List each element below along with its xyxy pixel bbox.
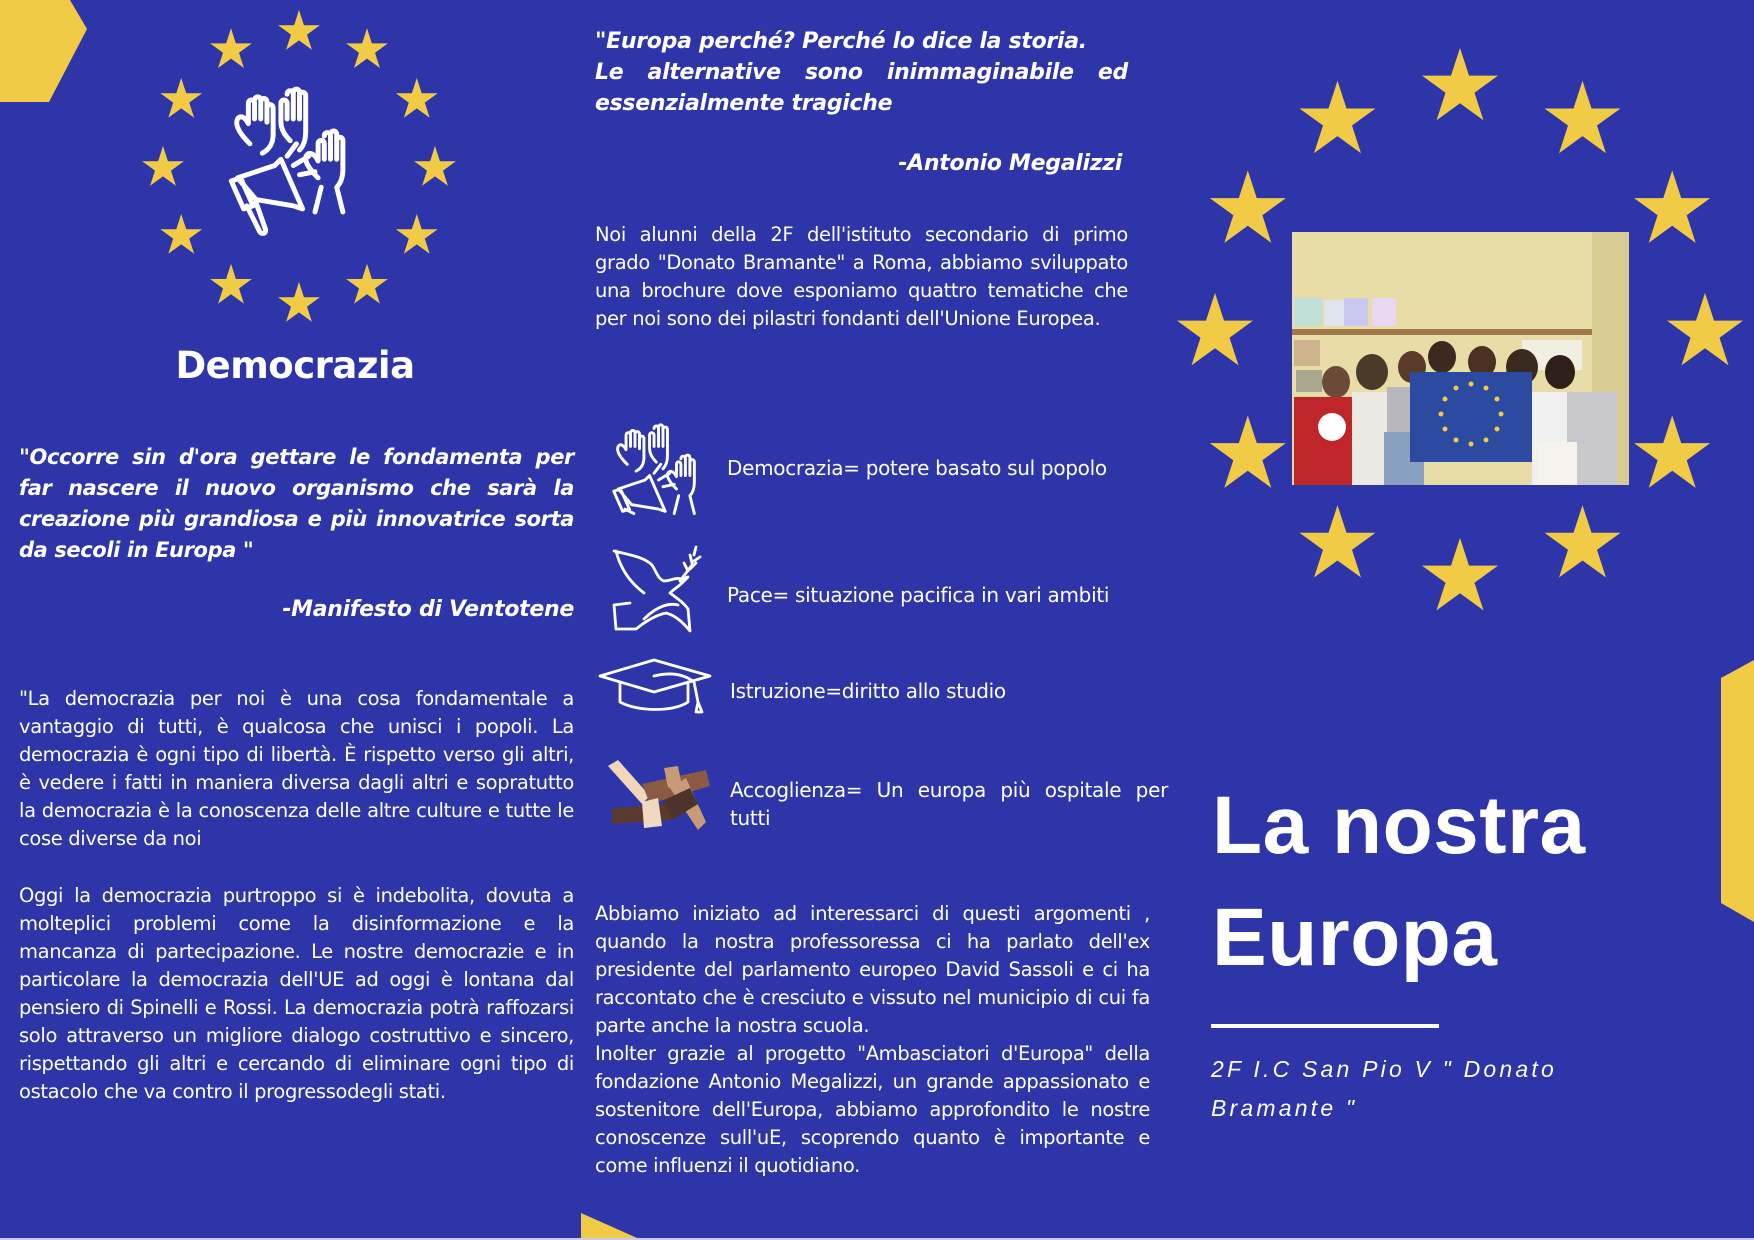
school-subtitle	[1211, 1050, 1711, 1128]
democracy-hands-icon	[614, 425, 695, 514]
star-icon	[142, 146, 184, 186]
title-line-2: Europa	[1212, 892, 1498, 983]
title-line-1: La nostra	[1212, 780, 1586, 871]
star-ring-left	[142, 10, 456, 322]
democracy-paragraph-1: "La democrazia per noi è una cosa fondamentale a vantaggio di tutti, è qualcosa che unisci i popoli. La democrazia è ogni tipo di libertà. È rispetto verso gli altri, è vedere i fatti in maniera diversa dagli altri e sopratutto la democrazia è la conoscenza delle altre culture e tutte le cose diverse da noi	[19, 687, 574, 850]
star-icon	[1177, 293, 1253, 365]
raised-hands-megaphone-icon	[231, 89, 343, 233]
star-icon	[160, 214, 202, 254]
megalizzi-quote-line-1: "Europa perché? Perché lo dice la storia.	[595, 29, 1087, 54]
star-icon	[1210, 171, 1286, 243]
closing-paragraph-2: Inolter grazie al progetto "Ambasciatori d'Europa" della fondazione Antonio Megalizzi, un grande appassionato e sostenitore dell'Europa, abbiamo approfondito le nostre conoscenze sull'uE, scoprendo quanto è importante e come influenzi il quotidiano.	[595, 1042, 1150, 1177]
star-icon	[346, 28, 388, 68]
ventotene-quote-author: -Manifesto di Ventotene	[282, 597, 574, 622]
pillar-pace: Pace= situazione pacifica in vari ambiti	[727, 583, 1110, 607]
star-icon	[1300, 81, 1376, 153]
graduation-cap-icon	[600, 660, 710, 712]
star-icon	[278, 282, 320, 322]
star-icon	[396, 78, 438, 118]
yellow-hexagon-top-left	[0, 0, 87, 102]
section-heading-democrazia: Democrazia	[175, 344, 415, 387]
class-photo	[1292, 232, 1629, 485]
star-icon	[1300, 505, 1376, 577]
closing-paragraph-1: Abbiamo iniziato ad interessarci di questi argomenti , quando la nostra professoressa ci ha parlato dell'ex presidente del parlamento europeo David Sassoli e ci ha raccontato che è cresciuto e vissuto nel municipio di cui fa parte anche la nostra scuola.	[595, 902, 1150, 1037]
star-icon	[210, 264, 252, 304]
star-icon	[396, 214, 438, 254]
pillar-democrazia: Democrazia= potere basato sul popolo	[727, 456, 1107, 480]
star-icon	[1634, 171, 1710, 243]
star-icon	[1422, 538, 1498, 610]
megalizzi-quote	[595, 26, 1128, 119]
megalizzi-quote-line-2: Le alternative sono inimmaginabile ed essenzialmente tragiche	[595, 60, 1128, 116]
star-icon	[1545, 505, 1621, 577]
ventotene-quote: "Occorre sin d'ora gettare le fondamenta per far nascere il nuovo organismo che sarà la creazione più grandiosa e più innovatrice sorta da secoli in Europa "	[19, 445, 574, 562]
subtitle-line-1: 2F I.C San Pio V " Donato	[1211, 1056, 1557, 1082]
pillar-istruzione: Istruzione=diritto allo studio	[730, 679, 1006, 703]
pillar-accoglienza: Accoglienza= Un europa più ospitale per tutti	[730, 778, 1168, 830]
subtitle-line-2: Bramante "	[1211, 1095, 1358, 1121]
star-icon	[414, 146, 456, 186]
peace-dove-icon	[614, 547, 700, 631]
star-icon	[1634, 416, 1710, 488]
title-divider	[1211, 1024, 1439, 1028]
intro-paragraph: Noi alunni della 2F dell'istituto secondario di primo grado "Donato Bramante" a Roma, abbiamo sviluppato una brochure dove esponiamo quattro tematiche che per noi sono dei pilastri fondanti dell'Unione Europea.	[595, 223, 1128, 330]
star-icon	[1545, 81, 1621, 153]
star-icon	[210, 28, 252, 68]
star-icon	[278, 10, 320, 50]
joined-hands-icon	[608, 760, 710, 830]
closing-paragraph	[595, 900, 1150, 1180]
star-icon	[346, 264, 388, 304]
megalizzi-quote-author: -Antonio Megalizzi	[898, 151, 1122, 176]
brochure-title	[1212, 770, 1732, 994]
yellow-triangle-bottom	[581, 1213, 637, 1238]
star-icon	[160, 78, 202, 118]
star-icon	[1422, 48, 1498, 120]
star-icon	[1210, 416, 1286, 488]
star-icon	[1667, 293, 1743, 365]
democracy-paragraph-2: Oggi la democrazia purtroppo si è indebolita, dovuta a molteplici problemi come la disinformazione e la mancanza di partecipazione. Le nostre democrazie e in particolare la democrazia dell'UE ad oggi è lontana dal pensiero di Spinelli e Rossi. La democrazia potrà raffozarsi solo attraverso un migliore dialogo costruttivo e sincero, rispettando gli altri e cercando di eliminare ogni tipo di ostacolo che va contro il progressodegli stati.	[19, 884, 574, 1103]
